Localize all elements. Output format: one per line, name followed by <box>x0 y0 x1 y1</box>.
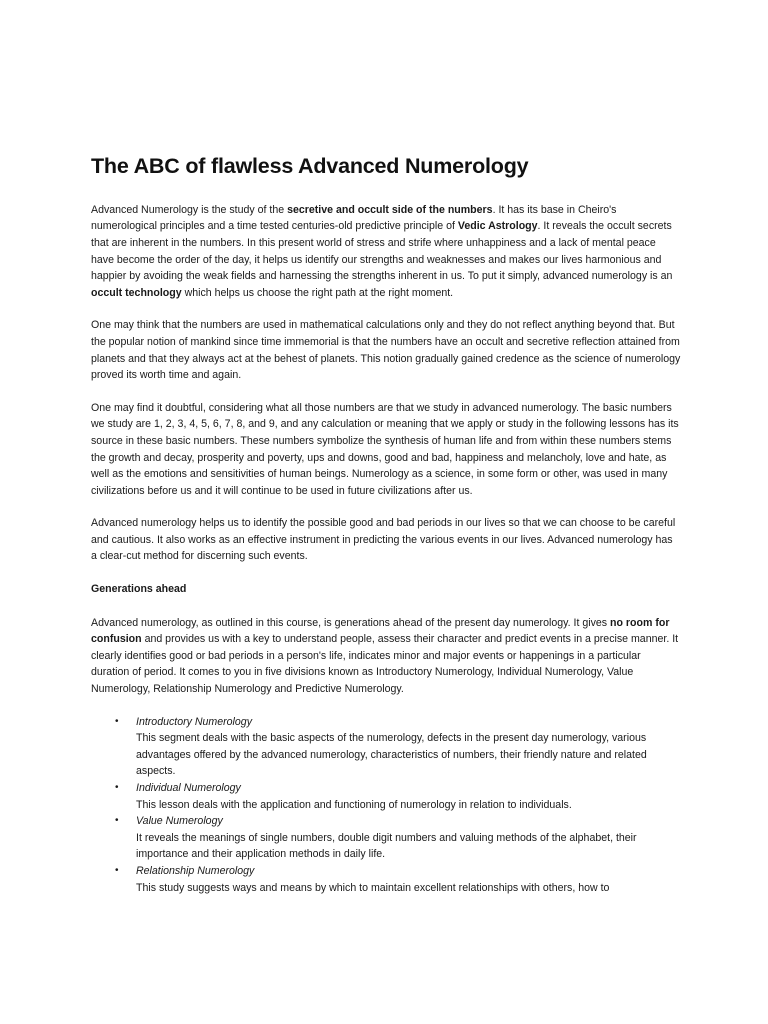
document-title: The ABC of flawless Advanced Numerology <box>91 154 529 178</box>
list-item-description: This lesson deals with the application and functioning of numerology in relation to individuals. <box>136 798 572 811</box>
intro-text-2: . It has its base in Cheiro's numerological principles and a time tested centuries-old predictive principle of <box>91 203 617 233</box>
generations-text-1: Advanced numerology, as outlined in this course, is generations ahead of the present day numerology. It gives <box>91 616 611 629</box>
numbers-paragraph: One may think that the numbers are used in mathematical calculations only and they do not reflect anything beyond that. But the popular notion of mankind since time immemorial is that the numbers have an occult and secretive reflection attained from planets and that they always act at the behest of planets. This notion gradually gained credence as the science of numerology proved its worth time and again. <box>91 319 681 382</box>
generations-bold-1: no room for confusion <box>91 616 670 646</box>
list-item-title: Individual Numerology <box>136 782 241 795</box>
list-item-title: Relationship Numerology <box>136 864 255 877</box>
section-heading: Generations ahead <box>91 583 187 596</box>
list-item-description: It reveals the meanings of single numbers, double digit numbers and valuing methods of the alphabet, their importance and their application methods in daily life. <box>136 831 637 861</box>
intro-text-4: which helps us choose the right path at the right moment. <box>181 286 454 299</box>
bullet-icon: • <box>115 815 119 827</box>
list-item-title: Value Numerology <box>136 815 223 828</box>
list-item <box>91 863 681 896</box>
intro-bold-2: Vedic Astrology <box>457 220 538 233</box>
list-item-title: Introductory Numerology <box>136 715 252 728</box>
good-bad-periods-paragraph: Advanced numerology helps us to identify the possible good and bad periods in our lives so that we can choose to be careful and cautious. It also works as an effective instrument in predicting the various events in our lives. Advanced numerology has a clear-cut method for discerning such events. <box>91 517 676 563</box>
document-page <box>91 154 681 896</box>
intro-text-3: . It reveals the occult secrets that are inherent in the numbers. In this present world of stress and strife where unhappiness and a lack of mental peace have become the order of the day, it helps us identify our strengths and weaknesses and makes our lives harmonious and happier by avoiding the weak fields and harnessing the strengths inherent in us. To put it simply, advanced numerology is an <box>91 220 673 283</box>
list-item <box>91 780 681 813</box>
generations-paragraph <box>91 615 681 698</box>
bullet-icon: • <box>115 864 119 876</box>
divisions-list <box>91 714 681 897</box>
list-item-description: This segment deals with the basic aspects of the numerology, defects in the present day numerology, various advantages offered by the advanced numerology, characteristics of numbers, their friendly nature and related aspects. <box>136 732 647 778</box>
list-item-description: This study suggests ways and means by which to maintain excellent relationships with others, how to <box>136 881 610 894</box>
intro-paragraph <box>91 202 681 302</box>
list-item <box>91 714 681 780</box>
bullet-icon: • <box>115 715 119 727</box>
generations-text-2: and provides us with a key to understand people, assess their character and predict events in a precise manner. It clearly identifies good or bad periods in a person's life, indicates minor and major events or happenings in a particular duration of period. It comes to you in five divisions known as Introductory Numerology, Individual Numerology, Value Numerology, Relationship Numerology and Predictive Numerology. <box>91 633 679 696</box>
list-item <box>91 813 681 863</box>
intro-text-1: Advanced Numerology is the study of the <box>91 203 288 216</box>
basic-numbers-paragraph: One may find it doubtful, considering what all those numbers are that we study in advanced numerology. The basic numbers we study are 1, 2, 3, 4, 5, 6, 7, 8, and 9, and any calculation or meaning that we apply or study in the following lessons has its source in these basic numbers. These numbers symbolize the synthesis of human life and from within these numbers stems the growth and decay, prosperity and poverty, ups and downs, good and bad, happiness and melancholy, love and hate, as well as the emotions and sensitivities of human beings. Numerology as a science, in some form or other, was used in many civilizations before us and it will continue to be used in future civilizations after us. <box>91 401 679 497</box>
intro-bold-1: secretive and occult side of the numbers <box>287 203 493 216</box>
intro-bold-3: occult technology <box>91 286 182 299</box>
bullet-icon: • <box>115 782 119 794</box>
